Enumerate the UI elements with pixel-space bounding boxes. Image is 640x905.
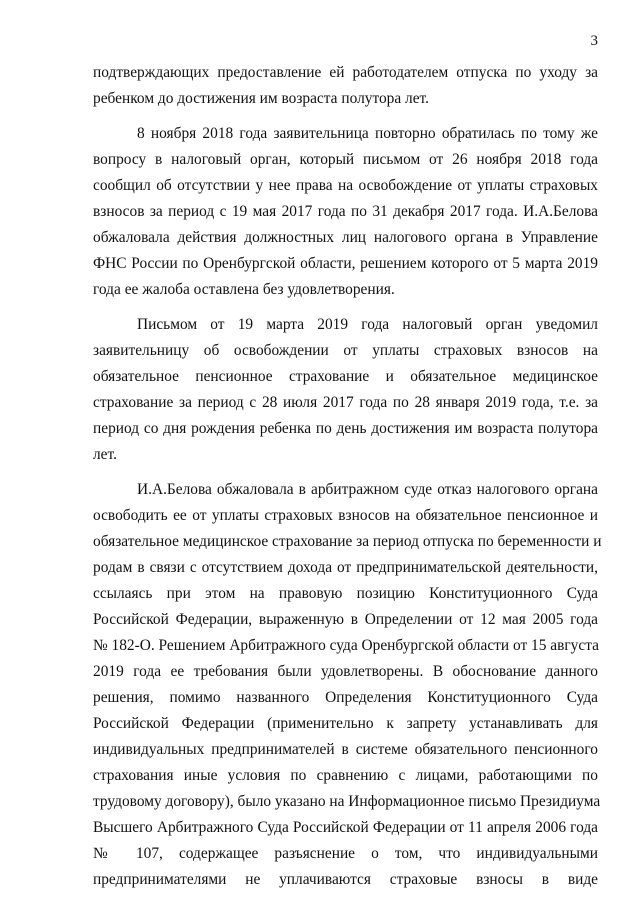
text-line: 8 ноября 2018 года заявительница повторно обратилась по тому же [137, 125, 598, 142]
text-line: страхования иные условия по сравнению с лицами, работающими по [93, 767, 598, 784]
text-line: освободить ее от уплаты страховых взносов на обязательное пенсионное и [93, 507, 598, 524]
text-line: ребенком до достижения им возраста полутора лет. [93, 90, 429, 107]
text-line: № 107, содержащее разъяснение о том, что индивидуальными [93, 845, 598, 862]
text-line: года ее жалоба оставлена без удовлетворения. [93, 281, 395, 298]
text-line: обязательное медицинское страхование за период отпуска по беременности и [93, 533, 602, 550]
text-line: предпринимателями не уплачиваются страховые взносы в виде [93, 871, 598, 888]
text-line: сообщил об отсутствии у нее права на освобождение от уплаты страховых [93, 177, 598, 194]
page-number: 3 [590, 33, 598, 49]
text-line: индивидуальных предпринимателей в системе обязательного пенсионного [93, 741, 598, 758]
text-line: подтверждающих предоставление ей работодателем отпуска по уходу за [93, 64, 598, 81]
document-body [93, 60, 602, 893]
text-line: страхование за период с 28 июля 2017 года по 28 января 2019 года, т.е. за [93, 394, 598, 411]
paragraph [93, 312, 598, 468]
text-line: Российской Федерации (применительно к запрету устанавливать для [93, 715, 598, 732]
text-line: обжаловала действия должностных лиц налогового органа в Управление [93, 229, 598, 246]
text-line: вопросу в налоговый орган, который письмом от 26 ноября 2018 года [93, 151, 598, 168]
text-line: ФНС России по Оренбургской области, решением которого от 5 марта 2019 [93, 255, 598, 272]
text-line: решения, помимо названного Определения Конституционного Суда [93, 689, 598, 706]
text-line: период со дня рождения ребенка по день достижения им возраста полутора [93, 420, 598, 437]
text-line: 2019 года ее требования были удовлетворены. В обоснование данного [93, 663, 598, 680]
paragraph-gap [93, 303, 598, 312]
text-line: лет. [93, 446, 117, 463]
text-line: Письмом от 19 марта 2019 года налоговый орган уведомил [137, 316, 598, 333]
paragraph [93, 477, 602, 893]
paragraph-gap [93, 112, 598, 121]
text-line: родам в связи с отсутствием дохода от предпринимательской деятельности, [93, 559, 598, 576]
text-line: трудовому договору), было указано на Информационное письмо Президиума [93, 793, 601, 810]
text-line: взносов за период с 19 мая 2017 года по 31 декабря 2017 года. И.А.Белова [93, 203, 598, 220]
paragraph [93, 60, 598, 112]
paragraph [93, 121, 598, 303]
text-line: ссылаясь при этом на правовую позицию Конституционного Суда [93, 585, 598, 602]
text-line: № 182-О. Решением Арбитражного суда Оренбургской области от 15 августа [93, 637, 599, 654]
text-line: Российской Федерации, выраженную в Определении от 12 мая 2005 года [93, 611, 598, 628]
text-line: И.А.Белова обжаловала в арбитражном суде отказ налогового органа [137, 481, 598, 498]
text-line: обязательное пенсионное страхование и обязательное медицинское [93, 368, 598, 385]
paragraph-gap [93, 468, 598, 477]
text-line: заявительницу об освобождении от уплаты страховых взносов на [93, 342, 598, 359]
text-line: Высшего Арбитражного Суда Российской Федерации от 11 апреля 2006 года [93, 819, 598, 836]
